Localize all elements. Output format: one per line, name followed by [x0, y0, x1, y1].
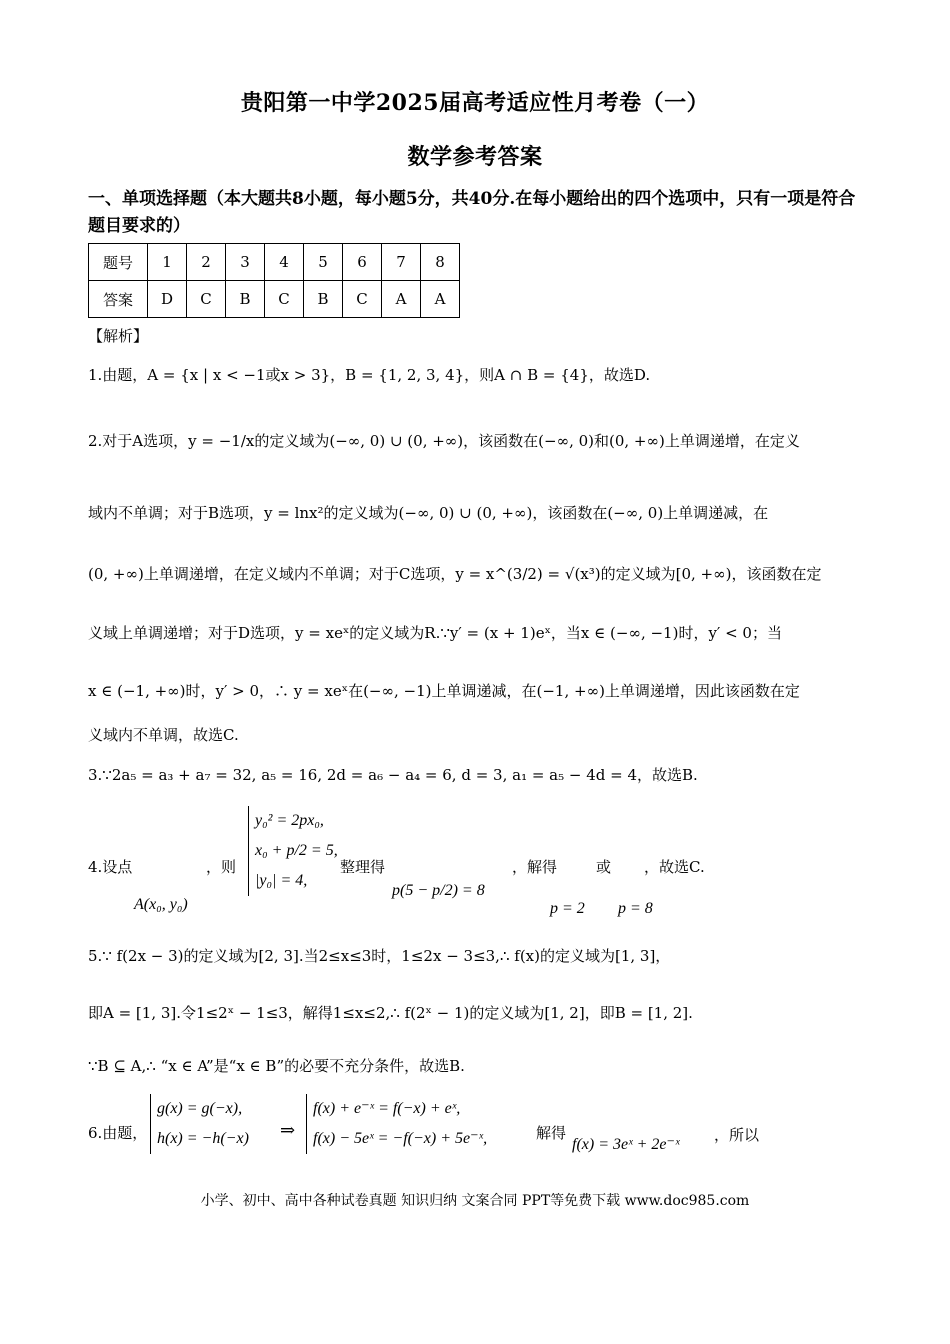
table-cell: 8: [421, 244, 460, 281]
section-heading: 一、单项选择题（本大题共8小题，每小题5分，共40分.在每小题给出的四个选项中，只有一项是符合题目要求的）: [88, 189, 856, 236]
doc-subtitle: 数学参考答案: [407, 144, 543, 170]
q4-system: [248, 806, 338, 896]
q4-or: 或: [596, 858, 612, 876]
solution-line-5a: 5.∵ f(2x − 3)的定义域为[2, 3].当2≤x≤3时，1≤2x − 3≤3,∴ f(x)的定义域为[1, 3]，: [88, 947, 671, 965]
analysis-label: 【解析】: [88, 327, 149, 345]
doc-title: 贵阳第一中学2025届高考适应性月考卷（一）: [240, 90, 710, 116]
q4-eq: p(5 − p/2) = 8: [392, 882, 485, 899]
table-cell: A: [382, 281, 421, 318]
q6-eq1: g(x) = g(−x),: [157, 1100, 243, 1117]
table-cell: 7: [382, 244, 421, 281]
table-cell: A: [421, 281, 460, 318]
q6-system-left: [150, 1094, 249, 1154]
solution-line-2f: 义域内不单调，故选C.: [88, 726, 239, 744]
solution-line-5c: ∵B ⊆ A,∴ “x ∈ A”是“x ∈ B”的必要不充分条件，故选B.: [88, 1057, 465, 1075]
q4-sys-eq1: y₀² = 2px₀,: [255, 812, 324, 829]
table-cell: 2: [187, 244, 226, 281]
table-cell: 4: [265, 244, 304, 281]
q4-sys-eq2: x₀ + p/2 = 5,: [255, 842, 338, 859]
table-row: [89, 281, 460, 318]
q4-prefix: 4.设点: [88, 858, 133, 876]
q6-arrow: ⇒: [280, 1120, 296, 1141]
q4-then: ，则: [206, 858, 237, 876]
q4-mid: 整理得: [340, 858, 386, 876]
table-cell: C: [343, 281, 382, 318]
q6-result: f(x) = 3eˣ + 2e⁻ˣ: [572, 1136, 680, 1153]
q4-sys-eq3: |y₀| = 4,: [255, 872, 308, 889]
solution-line-2e: x ∈ (−1, +∞)时，y′ > 0，∴ y = xeˣ在(−∞, −1)上单调递减，在(−1, +∞)上单调递增，因此该函数在定: [88, 682, 800, 700]
table-cell: 1: [148, 244, 187, 281]
q6-eq2: h(x) = −h(−x): [157, 1130, 249, 1147]
q4-point: A(x₀, y₀): [134, 896, 188, 913]
solution-line-2a: 2.对于A选项，y = −1/x的定义域为(−∞, 0) ∪ (0, +∞)，该函数在(−∞, 0)和(0, +∞)上单调递增，在定义: [88, 432, 800, 450]
page-footer: 小学、初中、高中各种试卷真题 知识归纳 文案合同 PPT等免费下载 www.doc985.com: [200, 1193, 750, 1209]
table-row: [89, 244, 460, 281]
q4-solved: ，解得: [512, 858, 558, 876]
q6-end: ，所以: [714, 1126, 760, 1144]
solution-line-3: 3.∵2a₅ = a₃ + a₇ = 32, a₅ = 16, 2d = a₆ − a₄ = 6, d = 3, a₁ = a₅ − 4d = 4，故选B.: [88, 766, 698, 784]
q4-p1: p = 2: [550, 900, 585, 917]
solution-line-2d: 义域上单调递增；对于D选项，y = xeˣ的定义域为R.∵y′ = (x + 1)eˣ，当x ∈ (−∞, −1)时，y′ < 0；当: [88, 624, 782, 642]
table-cell: C: [265, 281, 304, 318]
answer-table: [88, 243, 460, 318]
solution-line-2b: 域内不单调；对于B选项，y = lnx²的定义域为(−∞, 0) ∪ (0, +∞)，该函数在(−∞, 0)上单调递减，在: [88, 504, 769, 522]
q6-system-right: [306, 1094, 487, 1154]
table-cell: 5: [304, 244, 343, 281]
table-cell: 3: [226, 244, 265, 281]
table-cell: 6: [343, 244, 382, 281]
solution-line-1: 1.由题，A = {x | x < −1或x > 3}，B = {1, 2, 3, 4}，则A ∩ B = {4}，故选D.: [88, 366, 651, 384]
table-cell: B: [304, 281, 343, 318]
table-cell: C: [187, 281, 226, 318]
q6-solved: 解得: [536, 1124, 567, 1142]
solution-line-2c: (0, +∞)上单调递增，在定义域内不单调；对于C选项，y = x^(3/2) = √(x³)的定义域为[0, +∞)，该函数在定: [88, 565, 822, 583]
q6-prefix: 6.由题，: [88, 1124, 148, 1142]
table-cell: B: [226, 281, 265, 318]
q4-p2: p = 8: [618, 900, 653, 917]
solution-line-5b: 即A = [1, 3].令1≤2ˣ − 1≤3，解得1≤x≤2,∴ f(2ˣ − 1)的定义域为[1, 2]，即B = [1, 2].: [88, 1004, 693, 1022]
q4-end: ，故选C.: [644, 858, 705, 876]
table-cell: D: [148, 281, 187, 318]
table-header-cell: 题号: [89, 244, 148, 281]
table-header-cell: 答案: [89, 281, 148, 318]
q6-res1: f(x) + e⁻ˣ = f(−x) + eˣ,: [313, 1100, 461, 1117]
q6-res2: f(x) − 5eˣ = −f(−x) + 5e⁻ˣ,: [313, 1130, 488, 1147]
